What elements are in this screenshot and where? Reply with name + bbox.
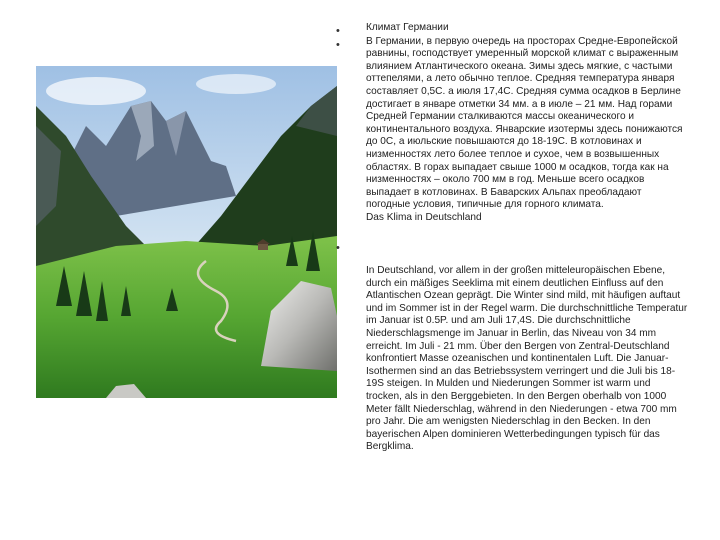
- paragraph-ru: В Германии, в первую очередь на просторах Средне-Европейской равнины, господствует умеренный морской климат с выраженным влиянием Атлантического океана. Зимы здесь мягкие, с частыми оттепелями, а лето обычно теплое. Средняя температура января составляет 0,5С. а июля 17,4С. Средняя сумма осадков в Берлине достигает в январе отметки 34 мм. а в июле – 21 мм. Над горами Средней Германии сталкиваются массы океанического и континентального воздуха. Январские изотермы здесь понижаются до 0С, а июльские повышаются до 18-19С. В котловинах и низменностях лето более теплое и сухое, чем в возвышенных областях. В горах выпадает свыше 1000 м осадков, тогда как на низменностях – около 700 мм в год. Меньше всего осадков выпадает в котловинах. В Баварских Альпах преобладают погодные условия, типичные для горного климата.: [366, 35, 683, 211]
- landscape-illustration: [36, 66, 337, 398]
- bullet-marker: •: [336, 39, 340, 51]
- heading-ru: Климат Германии: [366, 22, 449, 33]
- alpine-valley-photo: [36, 66, 337, 398]
- hut: [258, 244, 268, 250]
- bullet-marker: •: [336, 242, 340, 254]
- russian-text-block: [366, 22, 688, 226]
- heading-de: Das Klima in Deutschland: [366, 211, 482, 223]
- german-text-block: [366, 265, 688, 454]
- cloud: [46, 77, 146, 105]
- bullet-marker: •: [336, 25, 340, 37]
- paragraph-de: In Deutschland, vor allem in der großen mitteleuropäischen Ebene, durch ein mäßiges Seeklima mit einem deutlichen Einfluss auf den Atlantischen Ozean geprägt. Die Winter sind mild, mit häufigen auftaut und im Sommer ist in der Regel warm. Die durchschnittliche Temperatur im Januar ist 0.5P. und am Juli 17,4S. Die durchschnittliche Niederschlagsmenge im Januar in Berlin, das Niveau von 34 mm erreicht. Im Juli - 21 mm. Über den Bergen von Zentral-Deutschland konfrontiert Masse ozeanischen und kontinentalen Luft. Die Januar-Isothermen sind an das Betriebssystem verringert und die Juli bis 18-19S steigen. In Mulden und Niederungen Sommer ist warm und trocken, als in den Berggebieten. In den Bergen oberhalb von 1000 Meter fällt Niederschlag, während in den Niederungen - etwa 700 mm pro Jahr. Die am wenigsten Niederschlag in den Becken. In den bayerischen Alpen dominieren Wetterbedingungen typisch für das Bergklima.: [366, 265, 688, 453]
- cloud: [196, 74, 276, 94]
